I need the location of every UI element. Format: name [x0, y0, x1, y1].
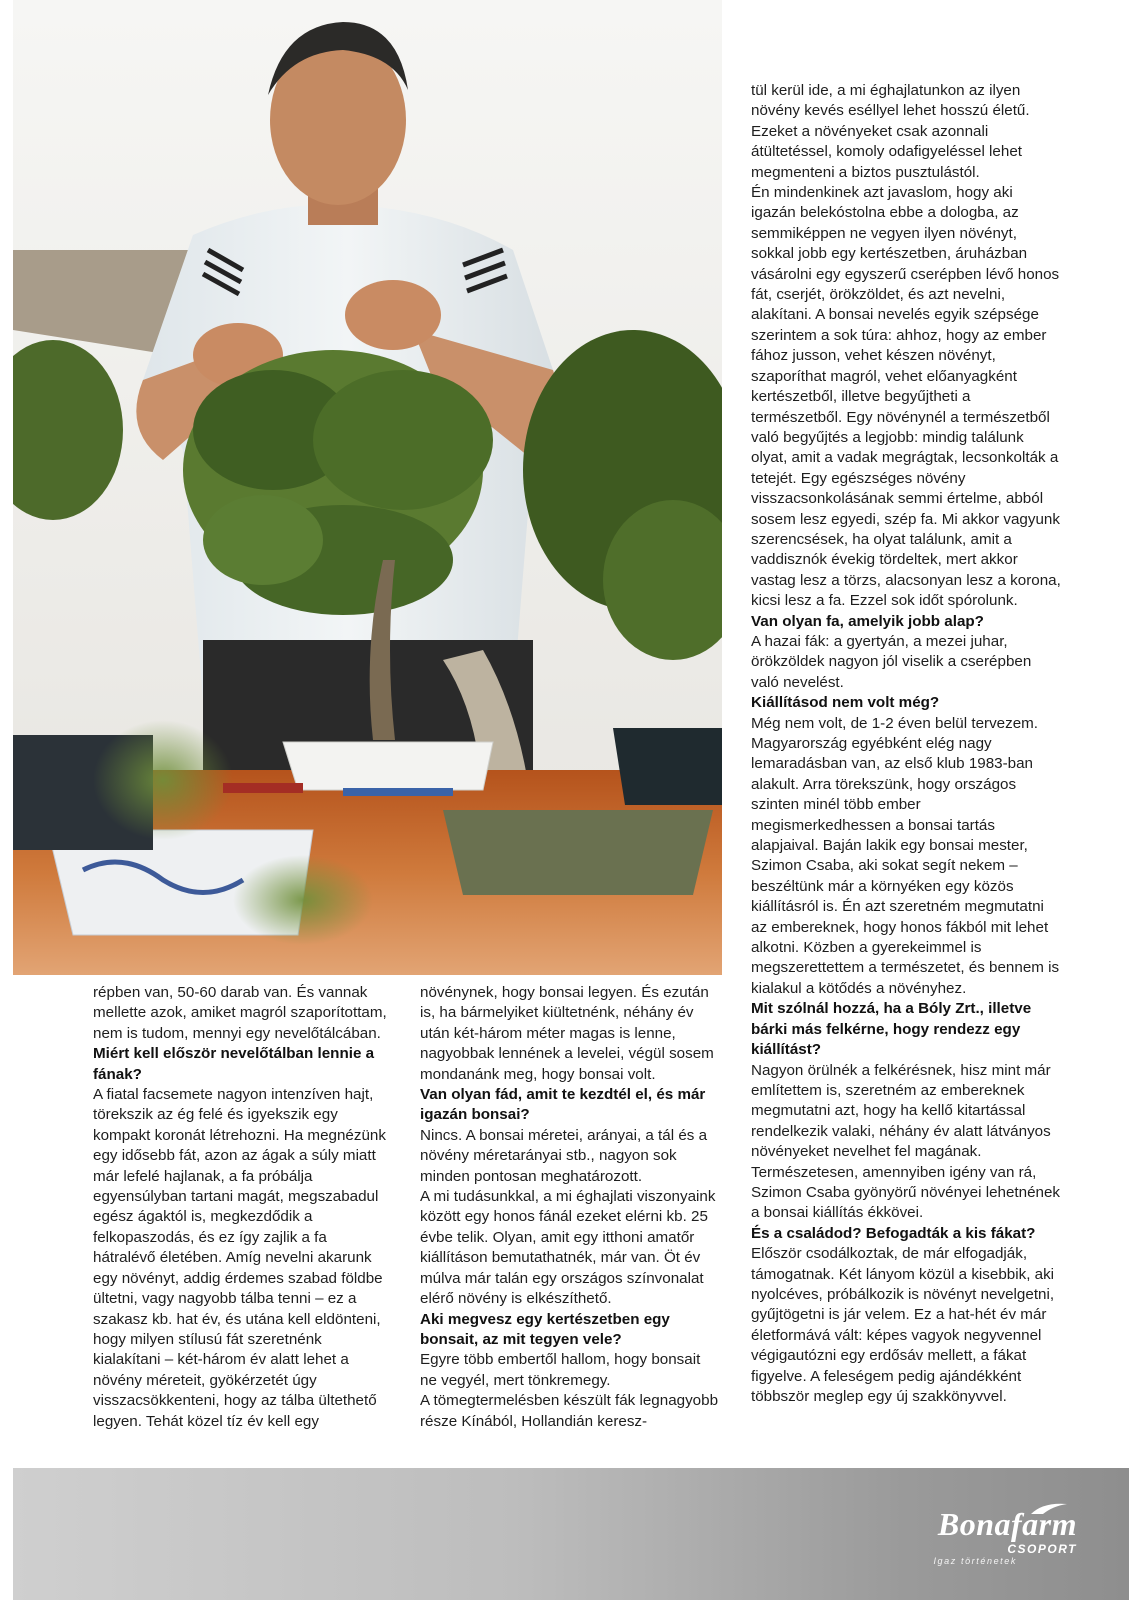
interview-question: Miért kell először nevelőtálban lennie a fának? [93, 1045, 375, 1083]
logo-tagline: Igaz történetek [933, 1556, 1017, 1566]
interview-question: Kiállításod nem volt még? [751, 694, 940, 712]
interview-question: Van olyan fa, amelyik jobb alap? [751, 612, 984, 630]
paragraph: Nagyon örülnék a felkérésnek, hisz mint már említettem is, szeretném az embereknek megmutatni azt, hogy ha kellő kitartással rendelkezik valaki, néhány év alatt látványos növényeket nevelhet fel magának. Természetesen, amennyiben igény van rá, Szimon Csaba gyönyörű növényei lehetnének a bonsai kiállítás ékkövei. [751, 1061, 1061, 1222]
paragraph: A hazai fák: a gyertyán, a mezei juhar, örökzöldek nagyon jól viselik a cserépben való nevelést. [751, 632, 1032, 691]
paragraph: A tömegtermelésben készült fák legnagyobb része Kínából, Hollandián keresz- [420, 1392, 719, 1430]
interview-question: Mit szólnál hozzá, ha a Bóly Zrt., illetve bárki más felkérne, hogy rendezz egy kiállítást? [751, 1000, 1032, 1059]
article-photo [13, 0, 722, 975]
photo-man-pruning-bonsai [13, 0, 722, 975]
paragraph: Először csodálkoztak, de már elfogadják, támogatnak. Két lányom közül a kisebbik, aki nyolcéves, próbálkozik is növényt nevelgetni, gyűjtögetni is jár velem. Ez a hat-hét év már életformává vált: képes vagyok negyvennel végigautózni egy erdősáv mellett, a fákat figyelve. A feleségem pedig ajándékként többször meglep egy új szakkönyvvel. [751, 1245, 1055, 1405]
article-column-middle [420, 983, 720, 1432]
bonafarm-logo [933, 1506, 1077, 1566]
logo-wordmark: Bonafarm [937, 1506, 1077, 1542]
paragraph: Én mindenkinek azt javaslom, hogy aki igazán belekóstolna ebbe a dologba, az semmiképpen ne vegyen ilyen növényt, sokkal jobb egy kertészetben, áruházban vásárolni egy egyszerű cserépben lévő honos fát, cserjét, örökzöldet, és azt nevelni, alakítani. A bonsai nevelés egyik szépsége szerintem a sok túra: ahhoz, hogy az ember fához jusson, vehet készen növényt, szaporíthat magról, vehet előanyagként kertészetből, illetve begyűjtheti a természetből. Egy növénynél a természetből való begyűjtés a legjobb: mindig találunk olyat, amit a vadak megrágtak, lecsonkolták a tetejét. Egy egészséges növény visszacsonkolásának semmi értelme, abból sosem lesz egyedi, szép fa. Mi akkor vagyunk szerencsések, ha olyat találunk, amit a vaddisznók évekig tördeltek, mert akkor vastag lesz a törzs, alacsonyan lesz a korona, kicsi lesz a fa. Ezzel sok időt spórolunk. [751, 184, 1061, 610]
interview-question: Aki megvesz egy kertészetben egy bonsait, az mit tegyen vele? [420, 1310, 670, 1348]
article-column-right [751, 81, 1061, 1407]
interview-question: Van olyan fád, amit te kezdtél el, és már igazán bonsai? [420, 1086, 706, 1124]
leaf-mark-icon [1029, 1502, 1069, 1516]
paragraph: Egyre több embertől hallom, hogy bonsait ne vegyél, mert tönkremegy. [420, 1351, 701, 1389]
interview-question: És a családod? Befogadták a kis fákat? [751, 1224, 1036, 1242]
paragraph: Nincs. A bonsai méretei, arányai, a tál és a növény méretarányai stb., nagyon sok minden pontosan meghatározott. [420, 1126, 708, 1185]
paragraph: tül kerül ide, a mi éghajlatunkon az ilyen növény kevés eséllyel lehet hosszú életű. Ezeket a növényeket csak azonnali átültetéssel, komoly odafigyeléssel lehet megmenteni a biztos pusztulástól. [751, 82, 1030, 181]
paragraph: répben van, 50-60 darab van. És vannak mellette azok, amiket magról szaporítottam, nem is tudom, mennyi egy nevelőtálcában. [93, 984, 387, 1042]
paragraph: Még nem volt, de 1-2 éven belül tervezem. Magyarország egyébként elég nagy lemaradásban van, az első klub 1983-ban alakult. Arra törekszünk, hogy országos szinten minél több ember megismerkedhessen a bonsai tartás alapjaival. Baján lakik egy bonsai mester, Szimon Csaba, aki sokat segít nekem – beszéltünk már a környéken egy közös kiállításról is. Én azt szeretném megmutatni az embereknek, hogy honos fákból mit lehet alkotni. Közben a gyerekeimmel is megszerettettem a természetet, és bennem is kialakul a kötődés a növényhez. [751, 714, 1060, 997]
article-column-left [93, 983, 393, 1432]
logo-subtitle: CSOPORT [1007, 1542, 1077, 1556]
paragraph: A fiatal facsemete nagyon intenzíven hajt, törekszik az ég felé és igyekszik egy kompakt koronát létrehozni. Ha megnézünk egy idősebb fát, azon az ágak a súly miatt már lefelé hajlanak, a fa próbálja egyensúlyban tartani magát, megszabadul egész ágaktól is, megkezdődik a felkopaszodás, és ez így zajlik a fa hátralévő életében. Amíg nevelni akarunk egy növényt, addig érdemes szabad földbe ültetni, vagy nagyobb tálba tenni – ez a szakasz kb. hat év, és utána kell eldönteni, hogy milyen stílusú fát szeretnénk kialakítani – két-három év alatt lehet a növény méreteit, gyökérzetét úgy visszacsökkenteni, hogy az tálba ültethető legyen. Tehát közel tíz év kell egy [93, 1086, 386, 1430]
paragraph: növénynek, hogy bonsai legyen. És ezután is, ha bármelyiket kiültetnénk, néhány év után két-három méter magas is lenne, nagyobbak lennének a levelei, végül sosem mondanánk meg, hogy bonsai volt. [420, 984, 714, 1083]
paragraph: A mi tudásunkkal, a mi éghajlati viszonyaink között egy honos fánál ezeket elérni kb. 25 évbe telik. Olyan, amit egy itthoni amatőr kiállításon bemutathatnék, már van. Öt év múlva már talán egy országos színvonalat elérő növény is elkészíthető. [420, 1188, 716, 1308]
